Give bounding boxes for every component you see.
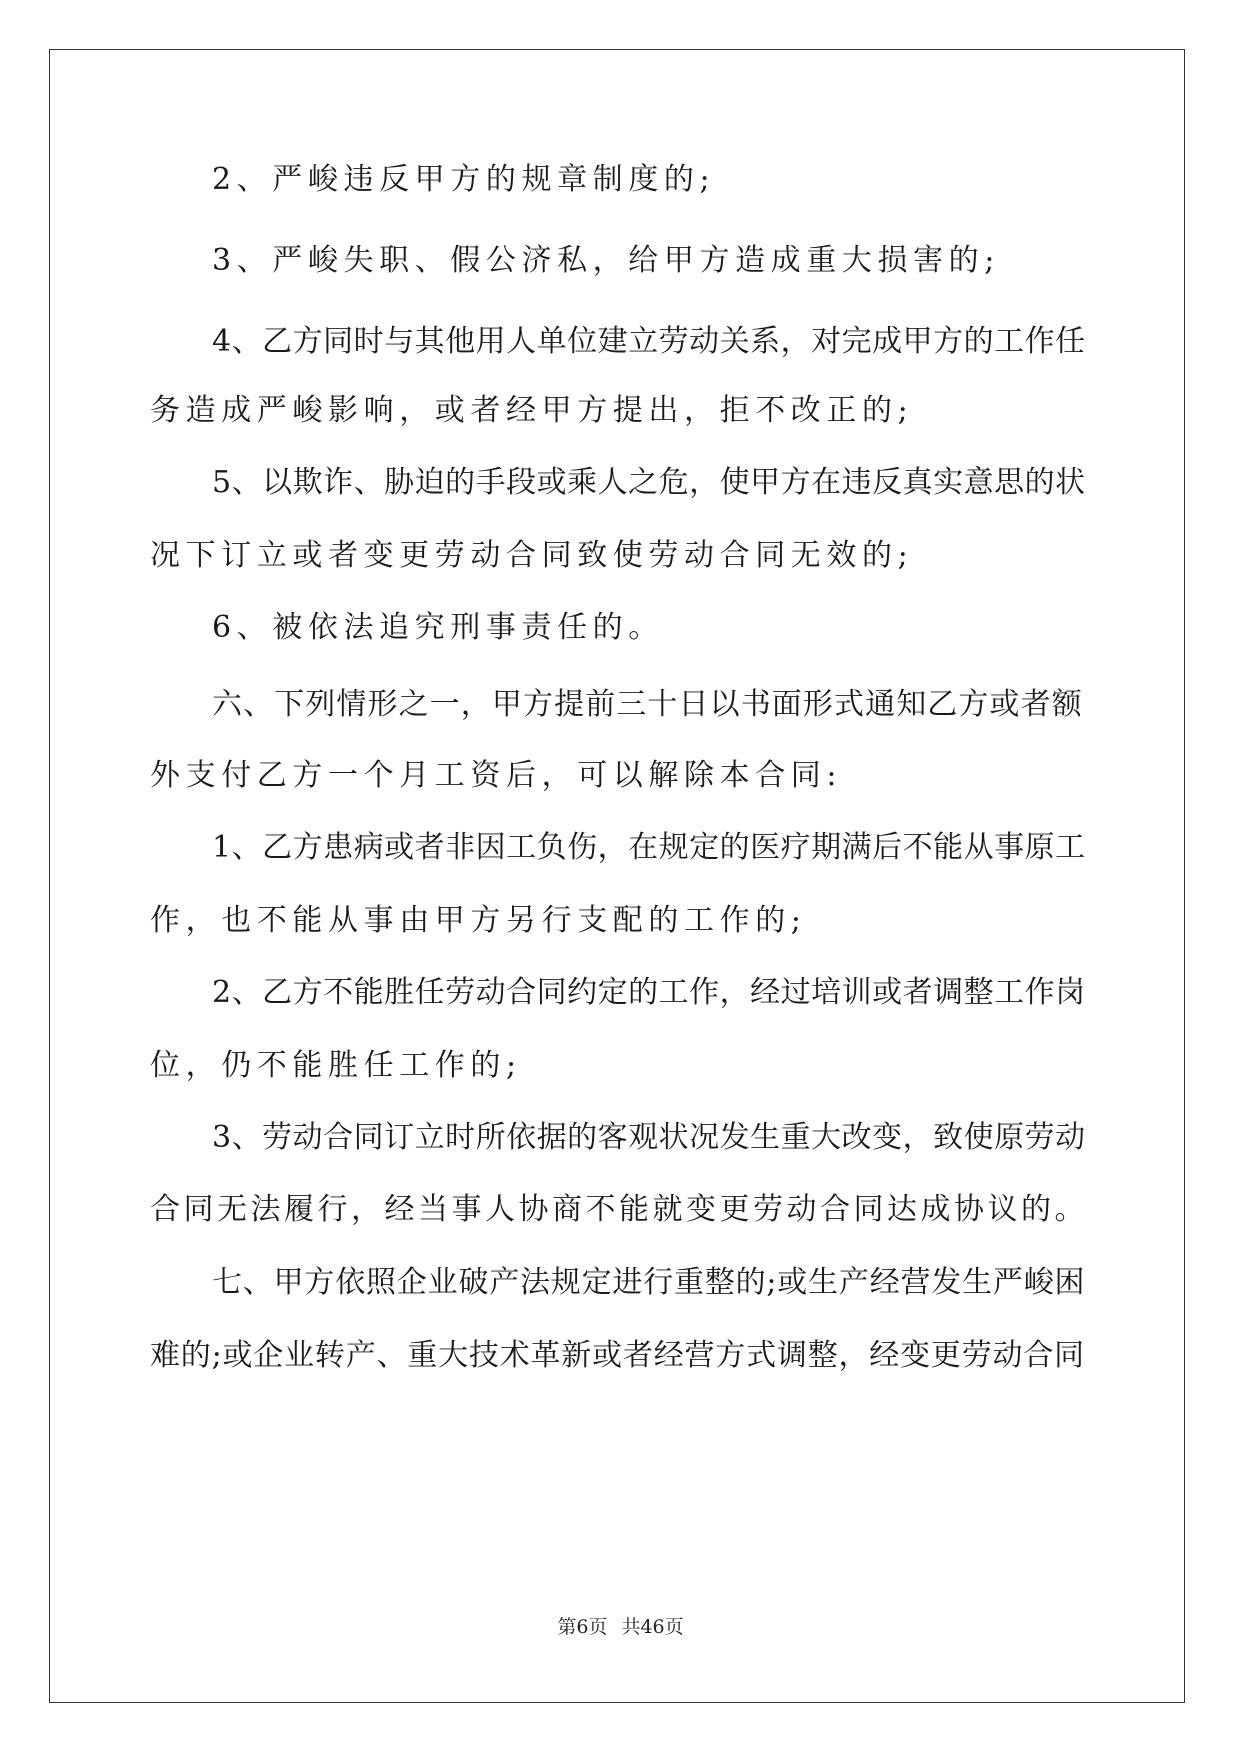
paragraph-line: 难的;或企业转产、重大技术革新或者经营方式调整，经变更劳动合同 bbox=[150, 1338, 1085, 1373]
paragraph-line: 外支付乙方一个月工资后，可以解除本合同: bbox=[150, 758, 843, 793]
paragraph-line: 2、乙方不能胜任劳动合同约定的工作，经过培训或者调整工作岗 bbox=[212, 975, 1086, 1010]
paragraph-line: 3、严峻失职、假公济私，给甲方造成重大损害的; bbox=[212, 243, 1000, 278]
total-pages: 共46页 bbox=[621, 1616, 684, 1638]
paragraph-line: 况下订立或者变更劳动合同致使劳动合同无效的; bbox=[150, 538, 914, 573]
paragraph-line: 六、下列情形之一，甲方提前三十日以书面形式通知乙方或者额 bbox=[212, 687, 1083, 722]
paragraph-line: 3、劳动合同订立时所依据的客观状况发生重大改变，致使原劳动 bbox=[212, 1120, 1086, 1155]
paragraph-line: 4、乙方同时与其他用人单位建立劳动关系，对完成甲方的工作任 bbox=[212, 324, 1086, 359]
paragraph-line: 位，仍不能胜任工作的; bbox=[150, 1048, 522, 1083]
paragraph-line: 务造成严峻影响，或者经甲方提出，拒不改正的; bbox=[150, 393, 914, 428]
page-border bbox=[49, 49, 1185, 1703]
page-number: 第6页 bbox=[557, 1616, 608, 1638]
paragraph-line: 1、乙方患病或者非因工负伤，在规定的医疗期满后不能从事原工 bbox=[212, 830, 1086, 865]
paragraph-line: 2、严峻违反甲方的规章制度的; bbox=[212, 162, 716, 197]
paragraph-line: 作，也不能从事由甲方另行支配的工作的; bbox=[150, 903, 807, 938]
paragraph-line: 6、被依法追究刑事责任的。 bbox=[212, 610, 664, 645]
page-footer bbox=[0, 1612, 1241, 1639]
paragraph-line: 七、甲方依照企业破产法规定进行重整的;或生产经营发生严峻困 bbox=[212, 1265, 1086, 1300]
paragraph-line: 5、以欺诈、胁迫的手段或乘人之危，使甲方在违反真实意思的状 bbox=[212, 465, 1086, 500]
paragraph-line: 合同无法履行，经当事人协商不能就变更劳动合同达成协议的。 bbox=[150, 1192, 1088, 1227]
